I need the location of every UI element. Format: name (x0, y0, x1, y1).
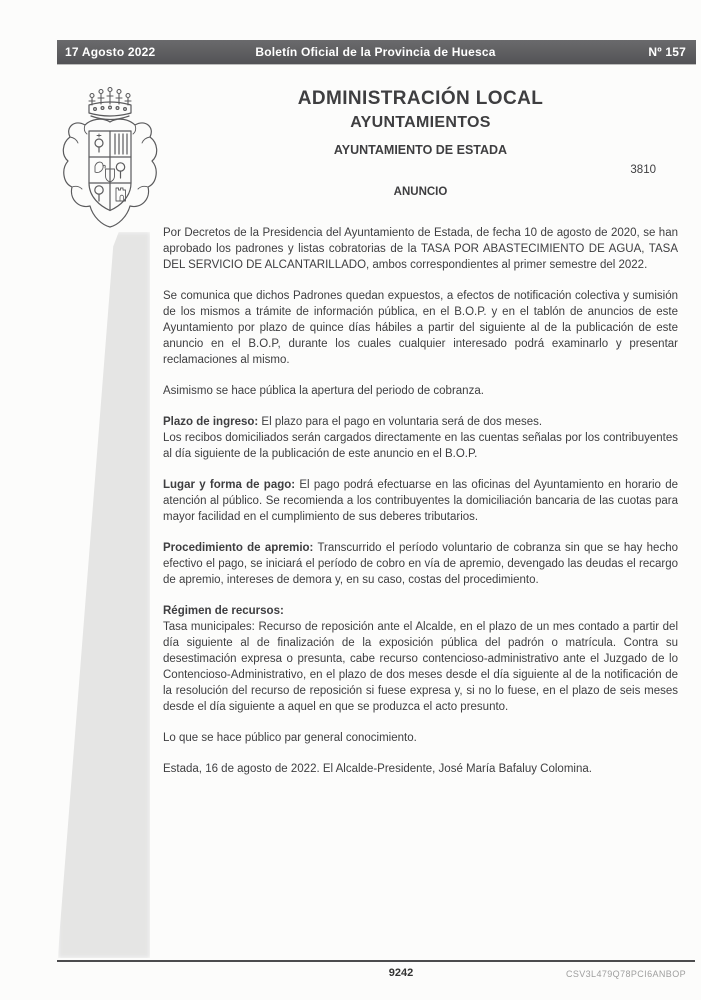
scan-shadow-artifact (58, 232, 150, 958)
paragraph-lugar-forma-pago (163, 477, 678, 525)
footer-page-number: 9242 (388, 967, 414, 979)
plazo-line-2: Los recibos domiciliados serán cargados directamente en las cuentas señalas por los contribuyentes al día siguiente de la publicación de este anuncio en el B.O.P. (163, 432, 678, 460)
paragraph-regimen-recursos (163, 603, 678, 715)
apremio-text: Transcurrido el período voluntario de cobranza sin que se hay hecho efectivo el pago, se iniciará el período de cobro en vía de apremio, devengado las deudas el recargo de apremio, intereses de demora y, en su caso, costas del procedimiento. (163, 542, 678, 586)
paragraph-signature: Estada, 16 de agosto de 2022. El Alcalde-Presidente, José María Bafaluy Colomina. (163, 763, 592, 775)
paragraph-apertura-cobranza: Asimismo se hace pública la apertura del periodo de cobranza. (163, 385, 484, 397)
plazo-label: Plazo de ingreso: (163, 416, 259, 428)
lugar-label: Lugar y forma de pago: (163, 479, 296, 491)
regimen-text: Tasa municipales: Recurso de reposición ante el Alcalde, en el plazo de un mes contado a partir del día siguiente al de finalización de la exposición pública del padrón o matrícula. Contra su desestimación expresa o presunta, cabe recurso contencioso-administrativo ante el Juzgado de lo Contencioso-Administrativo, en el plazo de dos meses desde el día siguiente al de la notificación de la resolución del recurso de reposición si fuese expresa y, si no lo fuese, en el plazo de seis meses desde el día siguiente a aquel en que se produzca el acto presunto. (163, 621, 678, 713)
entity-title: AYUNTAMIENTO DE ESTADA (333, 143, 508, 157)
bulletin-header-bar (57, 40, 696, 64)
paragraph-plazo-ingreso (163, 414, 678, 462)
footer-csv-code: CSV3L479Q78PCI6ANBOP (565, 969, 686, 979)
apremio-label: Procedimiento de apremio: (163, 542, 314, 554)
header-date: 17 Agosto 2022 (65, 45, 156, 59)
header-title: Boletín Oficial de la Provincia de Huesca (255, 45, 496, 59)
header-issue-number: Nº 157 (648, 45, 686, 59)
paragraph-closing: Lo que se hace público par general conocimiento. (163, 732, 417, 744)
document-body (163, 88, 678, 777)
footer-rule (57, 960, 695, 962)
paragraph-procedimiento-apremio (163, 540, 678, 588)
lugar-text: El pago podrá efectuarse en las oficinas del Ayuntamiento en horario de atención al público. Se recomienda a los contribuyentes la domiciliación bancaria de las cuotas para mayor facilidad en el cumplimiento de sus deberes tributarios. (163, 479, 678, 523)
document-number: 3810 (630, 164, 656, 176)
coat-of-arms-icon (57, 86, 163, 232)
plazo-line-1 (163, 414, 678, 430)
subsection-title: AYUNTAMIENTOS (350, 114, 491, 131)
plazo-text: El plazo para el pago en voluntaria será de dos meses. (258, 416, 543, 428)
document-type: ANUNCIO (393, 186, 448, 198)
paragraph-exposicion-publica: Se comunica que dichos Padrones quedan expuestos, a efectos de notificación colectiva y sumisión de los mismos a trámite de información pública, en el B.O.P. y en el tablón de anuncios de este Ayuntamiento por plazo de quince días hábiles a partir del siguiente al de la publicación de este anuncio en el B.O.P, durante los cuales cualquier interesado podrá examinarlo y presentar reclamaciones al mismo. (163, 290, 678, 366)
regimen-label: Régimen de recursos: (163, 605, 284, 617)
section-title: ADMINISTRACIÓN LOCAL (297, 88, 544, 109)
paragraph-aprobacion-padrones: Por Decretos de la Presidencia del Ayuntamiento de Estada, de fecha 10 de agosto de 2020, se han aprobado los padrones y listas cobratorias de la TASA POR ABASTECIMIENTO DE AGUA, TASA DEL SERVICIO DE ALCANTARILLADO, ambos correspondientes al primer semestre del 2022. (163, 227, 678, 271)
